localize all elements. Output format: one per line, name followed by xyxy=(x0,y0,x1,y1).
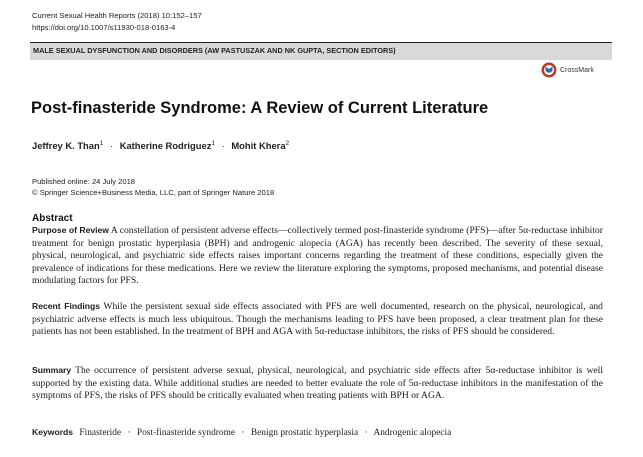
keyword: Benign prostatic hyperplasia xyxy=(250,428,359,438)
abstract-heading: Abstract xyxy=(32,213,73,224)
keywords-row xyxy=(32,427,451,438)
author-affiliation: 1 xyxy=(99,140,104,147)
article-title: Post-finasteride Syndrome: A Review of Current Literature xyxy=(31,99,489,117)
published-date: Published online: 24 July 2018 xyxy=(32,177,136,186)
author-separator: · xyxy=(221,140,225,152)
section-banner xyxy=(30,42,612,60)
keyword-separator: · xyxy=(364,428,368,438)
keyword-separator: · xyxy=(241,428,245,438)
keyword-separator: · xyxy=(127,428,131,438)
findings-label: Recent Findings xyxy=(32,301,101,311)
author-name[interactable]: Mohit Khera xyxy=(231,140,286,152)
findings-text: While the persistent sexual side effects associated with PFS are well documented, research on the physical, neurological, and psychiatric adverse effects is much less ubiquitous. Though the mechanisms leading to PFS have been proposed, a clear treatment plan for these patients has not been established. In the treatment of BPH and AGA with 5α-reductase inhibitors, the risks of PFS should be considered. xyxy=(32,301,603,338)
author-affiliation: 2 xyxy=(285,140,290,147)
crossmark-label: CrossMark xyxy=(560,66,594,74)
abstract-findings xyxy=(32,300,603,339)
crossmark-icon xyxy=(541,62,557,78)
keywords-label: Keywords xyxy=(32,427,74,437)
section-title: MALE SEXUAL DYSFUNCTION AND DISORDERS (AW PASTUSZAK AND NK GUPTA, SECTION EDITORS) xyxy=(33,46,396,55)
abstract-purpose xyxy=(32,224,603,288)
journal-citation: Current Sexual Health Reports (2018) 10:152–157 xyxy=(32,11,202,20)
author-affiliation: 1 xyxy=(211,140,216,147)
keyword: Finasteride xyxy=(79,428,122,438)
crossmark-badge[interactable] xyxy=(541,62,594,78)
doi-link[interactable]: https://doi.org/10.1007/s11930-018-0163-4 xyxy=(32,23,176,32)
author-list xyxy=(32,140,289,151)
keyword: Post-finasteride syndrome xyxy=(136,428,236,438)
purpose-label: Purpose of Review xyxy=(32,225,109,235)
author-name[interactable]: Jeffrey K. Than xyxy=(32,140,100,152)
summary-label: Summary xyxy=(32,365,72,375)
author-separator: · xyxy=(109,140,114,152)
author-name[interactable]: Katherine Rodriguez xyxy=(119,140,212,152)
copyright-notice: © Springer Science+Business Media, LLC, part of Springer Nature 2018 xyxy=(32,188,275,197)
purpose-text: A constellation of persistent adverse effects—collectively termed post-finasteride syndrome (PFS)—after 5α-reductase inhibitor treatment for benign prostatic hyperplasia (BPH) and androgenic alopecia (AGA) has recently been described. The severity of these sexual, physical, neurological, and psychiatric side effects raises important concerns regarding the treatment of these conditions, especially given the prevalence of indications for these medications. Here we review the literature exploring the symptoms, proposed mechanisms, and potential disease modulating factors for PFS. xyxy=(32,225,603,287)
summary-text: The occurrence of persistent adverse sexual, physical, neurological, and psychiatric side effects after 5α-reductase inhibitor is well supported by the existing data. While additional studies are needed to better evaluate the role of 5α-reductase inhibitors in the manifestation of the symptoms of PFS, the risks of PFS should be critically evaluated when treating patients with BPH or AGA. xyxy=(32,365,603,402)
abstract-summary xyxy=(32,364,603,403)
keyword: Androgenic alopecia xyxy=(373,428,452,438)
